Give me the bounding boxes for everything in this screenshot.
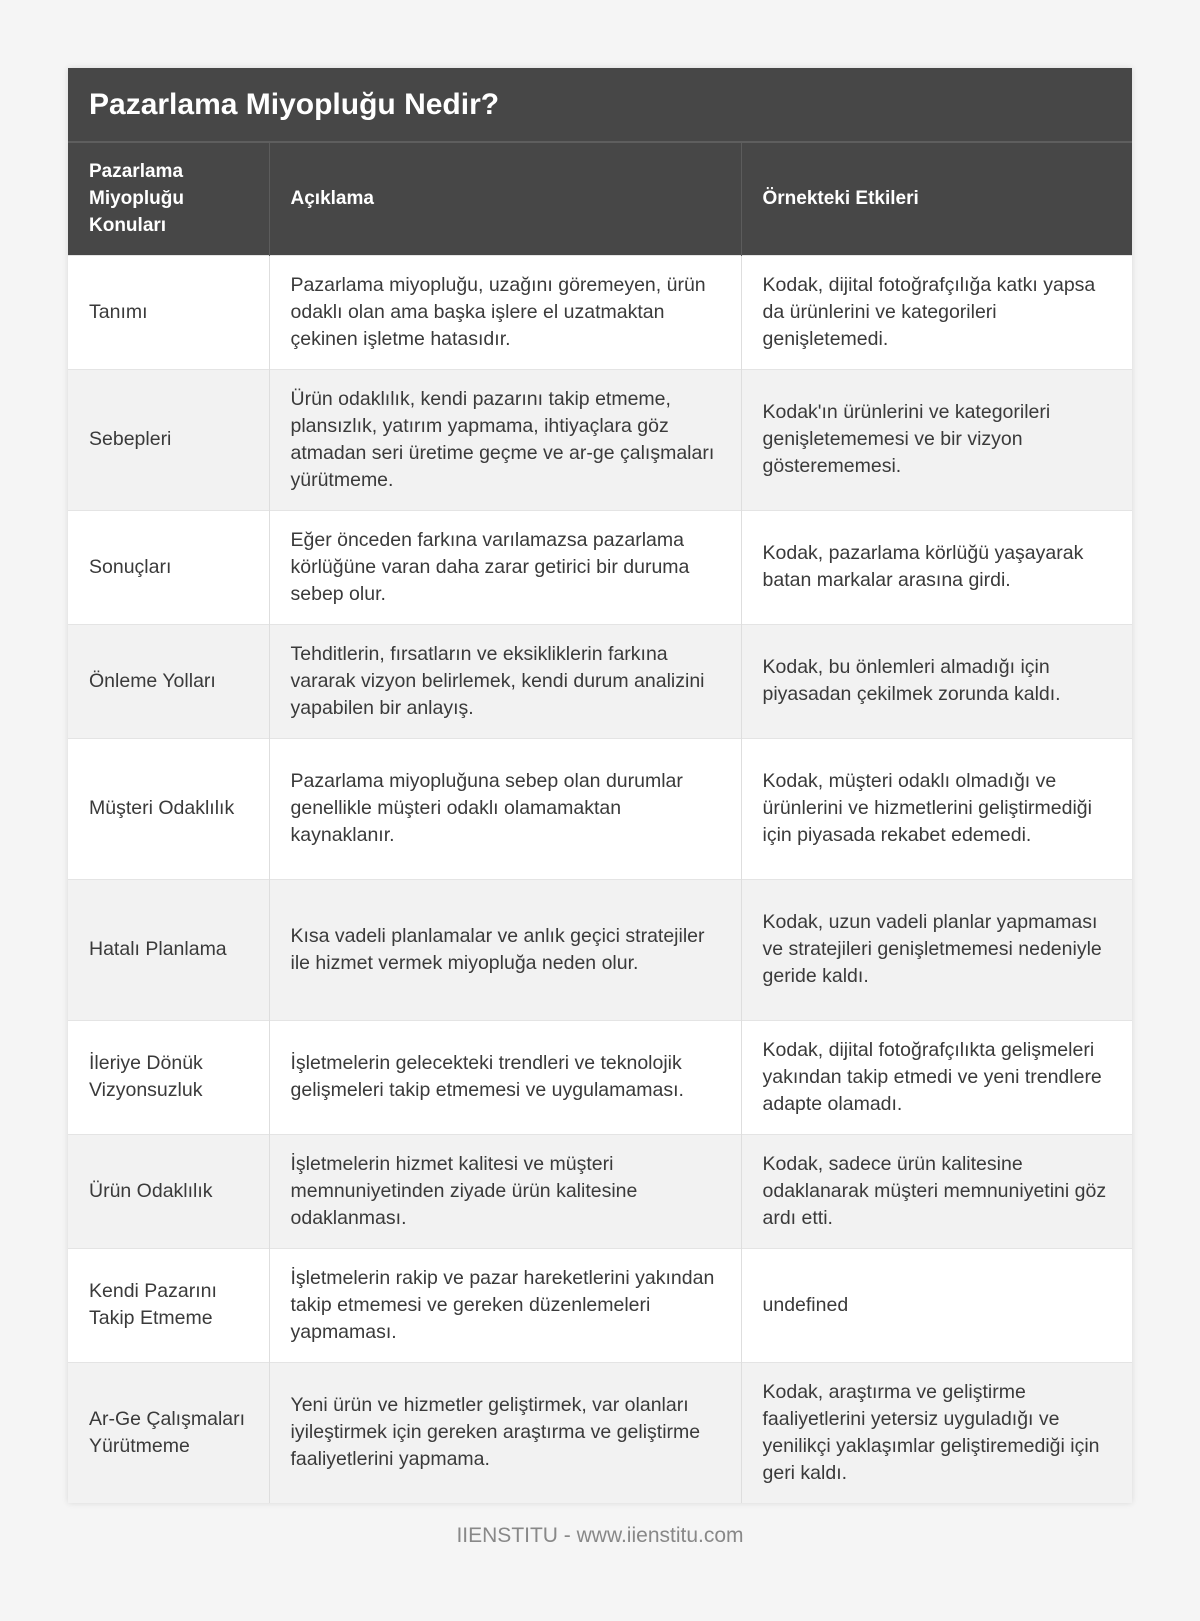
topic-cell: Ar-Ge Çalışmaları Yürütmeme	[68, 1362, 269, 1503]
topic-cell: Önleme Yolları	[68, 624, 269, 738]
table-row	[68, 1134, 1132, 1248]
effect-cell: Kodak'ın ürünlerini ve kategorileri genişletememesi ve bir vizyon gösterememesi.	[741, 369, 1132, 510]
description-cell: Ürün odaklılık, kendi pazarını takip etmeme, plansızlık, yatırım yapmama, ihtiyaçlara göz atmadan seri üretime geçme ve ar-ge çalışmaları yürütmeme.	[269, 369, 741, 510]
topic-cell: Sebepleri	[68, 369, 269, 510]
table-row	[68, 879, 1132, 1020]
table-title: Pazarlama Miyopluğu Nedir?	[68, 68, 1132, 143]
description-cell: Pazarlama miyopluğuna sebep olan durumlar genellikle müşteri odaklı olamamaktan kaynaklanır.	[269, 738, 741, 879]
description-cell: Eğer önceden farkına varılamazsa pazarlama körlüğüne varan daha zarar getirici bir duruma sebep olur.	[269, 510, 741, 624]
effect-cell: Kodak, pazarlama körlüğü yaşayarak batan markalar arasına girdi.	[741, 510, 1132, 624]
topic-cell: Müşteri Odaklılık	[68, 738, 269, 879]
table-row	[68, 1020, 1132, 1134]
topic-cell: İleriye Dönük Vizyonsuzluk	[68, 1020, 269, 1134]
column-header-topic: Pazarlama Miyopluğu Konuları	[68, 143, 269, 255]
header-row	[68, 143, 1132, 255]
table-row	[68, 1248, 1132, 1362]
table-row	[68, 624, 1132, 738]
description-cell: Kısa vadeli planlamalar ve anlık geçici stratejiler ile hizmet vermek miyopluğa neden olur.	[269, 879, 741, 1020]
table-row	[68, 1362, 1132, 1503]
effect-cell: Kodak, dijital fotoğrafçılığa katkı yapsa da ürünlerini ve kategorileri genişletemedi.	[741, 255, 1132, 369]
description-cell: Yeni ürün ve hizmetler geliştirmek, var olanları iyileştirmek için gereken araştırma ve geliştirme faaliyetlerini yapmama.	[269, 1362, 741, 1503]
effect-cell: Kodak, dijital fotoğrafçılıkta gelişmeleri yakından takip etmedi ve yeni trendlere adapte olamadı.	[741, 1020, 1132, 1134]
description-cell: Pazarlama miyopluğu, uzağını göremeyen, ürün odaklı olan ama başka işlere el uzatmaktan çekinen işletme hatasıdır.	[269, 255, 741, 369]
column-header-description: Açıklama	[269, 143, 741, 255]
table-row	[68, 369, 1132, 510]
description-cell: İşletmelerin hizmet kalitesi ve müşteri memnuniyetinden ziyade ürün kalitesine odaklanması.	[269, 1134, 741, 1248]
effect-cell: Kodak, sadece ürün kalitesine odaklanarak müşteri memnuniyetini göz ardı etti.	[741, 1134, 1132, 1248]
table-card	[68, 68, 1132, 1503]
topic-cell: Sonuçları	[68, 510, 269, 624]
description-cell: İşletmelerin gelecekteki trendleri ve teknolojik gelişmeleri takip etmemesi ve uygulamaması.	[269, 1020, 741, 1134]
table-row	[68, 255, 1132, 369]
column-header-effect: Örnekteki Etkileri	[741, 143, 1132, 255]
description-cell: Tehditlerin, fırsatların ve eksikliklerin farkına vararak vizyon belirlemek, kendi durum analizini yapabilen bir anlayış.	[269, 624, 741, 738]
topic-cell: Kendi Pazarını Takip Etmeme	[68, 1248, 269, 1362]
table-row	[68, 738, 1132, 879]
effect-cell: Kodak, araştırma ve geliştirme faaliyetlerini yetersiz uyguladığı ve yenilikçi yaklaşımlar geliştiremediği için geri kaldı.	[741, 1362, 1132, 1503]
topic-cell: Tanımı	[68, 255, 269, 369]
description-cell: İşletmelerin rakip ve pazar hareketlerini yakından takip etmemesi ve gereken düzenlemeleri yapmaması.	[269, 1248, 741, 1362]
topic-cell: Ürün Odaklılık	[68, 1134, 269, 1248]
effect-cell: Kodak, uzun vadeli planlar yapmaması ve stratejileri genişletmemesi nedeniyle geride kaldı.	[741, 879, 1132, 1020]
data-table	[68, 143, 1132, 1503]
topic-cell: Hatalı Planlama	[68, 879, 269, 1020]
effect-cell: Kodak, bu önlemleri almadığı için piyasadan çekilmek zorunda kaldı.	[741, 624, 1132, 738]
effect-cell: Kodak, müşteri odaklı olmadığı ve ürünlerini ve hizmetlerini geliştirmediği için piyasada rekabet edemedi.	[741, 738, 1132, 879]
effect-cell: undefined	[741, 1248, 1132, 1362]
footer-credit: IIENSTITU - www.iienstitu.com	[456, 1524, 744, 1547]
table-row	[68, 510, 1132, 624]
